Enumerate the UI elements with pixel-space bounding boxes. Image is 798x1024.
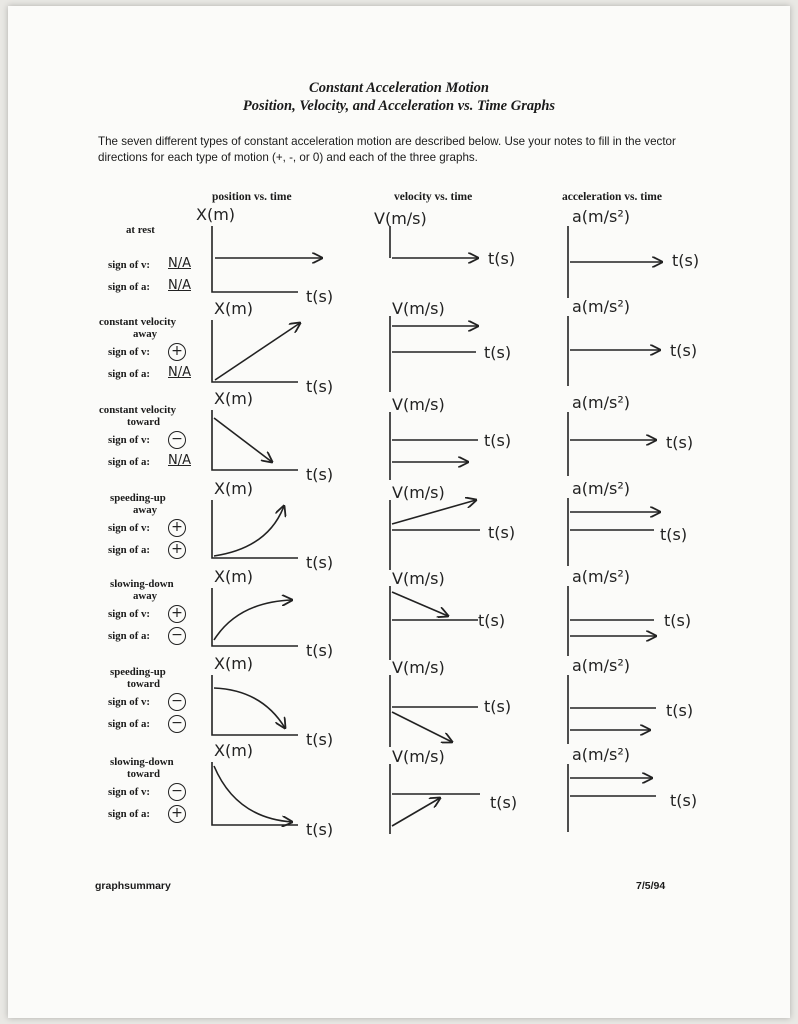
row-label-direction: away — [133, 328, 157, 340]
acceleration-axis-label: a(m/s²) — [572, 207, 631, 226]
sign-of-a-label: sign of a: — [108, 630, 150, 642]
row-label: constant velocity — [99, 316, 177, 328]
acceleration-axis-label: a(m/s²) — [572, 745, 631, 764]
row-label-direction: toward — [127, 416, 160, 428]
position-curve — [214, 766, 292, 822]
position-curve — [214, 418, 272, 462]
row-label-direction: toward — [127, 768, 160, 780]
sign-of-a-answer: N/A — [168, 278, 191, 293]
position-axes — [212, 675, 298, 735]
sign-of-v-answer: − — [168, 783, 186, 801]
position-column-header: position vs. time — [212, 191, 292, 203]
sign-of-v-label: sign of v: — [108, 696, 150, 708]
time-axis-label: t(s) — [306, 730, 334, 749]
worksheet-subtitle: Position, Velocity, and Acceleration vs. Time Graphs — [242, 98, 556, 114]
position-axes — [212, 410, 298, 470]
time-axis-label: t(s) — [664, 611, 692, 630]
row-label-direction: away — [133, 590, 157, 602]
acceleration-axis-label: a(m/s²) — [572, 479, 631, 498]
sign-of-v-answer: + — [168, 343, 186, 361]
position-curve — [214, 506, 284, 556]
position-curve — [215, 323, 300, 380]
position-axis-label: X(m) — [214, 479, 254, 498]
time-axis-label: t(s) — [672, 251, 700, 270]
time-axis-label: t(s) — [666, 701, 694, 720]
acceleration-column-header: acceleration vs. time — [562, 191, 662, 203]
sign-of-a-answer: N/A — [168, 365, 191, 380]
footer-filename: graphsummary — [95, 880, 171, 892]
sign-of-v-label: sign of v: — [108, 522, 150, 534]
time-axis-label: t(s) — [490, 793, 518, 812]
sign-of-v-label: sign of v: — [108, 786, 150, 798]
acceleration-axis-label: a(m/s²) — [572, 567, 631, 586]
sign-of-a-answer: − — [168, 627, 186, 645]
time-axis-label: t(s) — [484, 697, 512, 716]
time-axis-label: t(s) — [306, 820, 334, 839]
instructions-paragraph: The seven different types of constant acceleration motion are described below. Use your notes to fill in the vector directions for each type of motion (+, -, or 0) and each of the three graphs. — [98, 135, 676, 164]
sign-of-v-label: sign of v: — [108, 434, 150, 446]
sign-of-v-answer: N/A — [168, 256, 191, 271]
row-label: speeding-up — [110, 492, 166, 504]
velocity-line — [392, 592, 448, 616]
sign-of-a-answer: + — [168, 541, 186, 559]
time-axis-label: t(s) — [660, 525, 688, 544]
sign-of-a-answer: − — [168, 715, 186, 733]
velocity-line — [392, 712, 452, 742]
sign-of-a-answer: + — [168, 805, 186, 823]
worksheet-title: Constant Acceleration Motion — [309, 80, 489, 96]
sign-of-v-answer: − — [168, 693, 186, 711]
position-curve — [214, 688, 285, 728]
position-axes — [212, 226, 298, 292]
position-curve — [214, 600, 292, 640]
time-axis-label: t(s) — [488, 249, 516, 268]
time-axis-label: t(s) — [478, 611, 506, 630]
velocity-axis-label: V(m/s) — [392, 299, 445, 318]
time-axis-label: t(s) — [306, 553, 334, 572]
velocity-axis-label: V(m/s) — [374, 209, 427, 228]
time-axis-label: t(s) — [306, 287, 334, 306]
row-label-direction: toward — [127, 678, 160, 690]
sign-of-a-label: sign of a: — [108, 281, 150, 293]
time-axis-label: t(s) — [670, 791, 698, 810]
sign-of-v-label: sign of v: — [108, 608, 150, 620]
time-axis-label: t(s) — [306, 465, 334, 484]
position-axis-label: X(m) — [196, 205, 236, 224]
sign-of-v-label: sign of v: — [108, 346, 150, 358]
sign-of-a-label: sign of a: — [108, 368, 150, 380]
sign-of-a-answer: N/A — [168, 453, 191, 468]
row-label: slowing-down — [110, 756, 174, 768]
row-label: at rest — [126, 224, 155, 236]
velocity-axis-label: V(m/s) — [392, 747, 445, 766]
position-axis-label: X(m) — [214, 299, 254, 318]
time-axis-label: t(s) — [484, 431, 512, 450]
row-label: slowing-down — [110, 578, 174, 590]
row-label: speeding-up — [110, 666, 166, 678]
velocity-line — [392, 500, 476, 524]
velocity-axis-label: V(m/s) — [392, 658, 445, 677]
sign-of-v-label: sign of v: — [108, 259, 150, 271]
position-axes — [212, 588, 298, 646]
sign-of-a-label: sign of a: — [108, 544, 150, 556]
velocity-column-header: velocity vs. time — [394, 191, 473, 203]
position-axes — [212, 500, 298, 558]
acceleration-axis-label: a(m/s²) — [572, 656, 631, 675]
velocity-axis-label: V(m/s) — [392, 569, 445, 588]
velocity-axis-label: V(m/s) — [392, 483, 445, 502]
row-label: constant velocity — [99, 404, 177, 416]
time-axis-label: t(s) — [488, 523, 516, 542]
sign-of-v-answer: + — [168, 605, 186, 623]
time-axis-label: t(s) — [666, 433, 694, 452]
sign-of-a-label: sign of a: — [108, 718, 150, 730]
velocity-line — [392, 798, 440, 826]
time-axis-label: t(s) — [670, 341, 698, 360]
position-axes — [212, 762, 298, 825]
time-axis-label: t(s) — [484, 343, 512, 362]
acceleration-axis-label: a(m/s²) — [572, 297, 631, 316]
velocity-axis-label: V(m/s) — [392, 395, 445, 414]
sign-of-v-answer: − — [168, 431, 186, 449]
sign-of-a-label: sign of a: — [108, 808, 150, 820]
sign-of-v-answer: + — [168, 519, 186, 537]
position-axis-label: X(m) — [214, 567, 254, 586]
footer-date: 7/5/94 — [636, 880, 666, 892]
acceleration-axis-label: a(m/s²) — [572, 393, 631, 412]
time-axis-label: t(s) — [306, 377, 334, 396]
position-axis-label: X(m) — [214, 741, 254, 760]
sign-of-a-label: sign of a: — [108, 456, 150, 468]
time-axis-label: t(s) — [306, 641, 334, 660]
position-axis-label: X(m) — [214, 389, 254, 408]
position-axis-label: X(m) — [214, 654, 254, 673]
row-label-direction: away — [133, 504, 157, 516]
